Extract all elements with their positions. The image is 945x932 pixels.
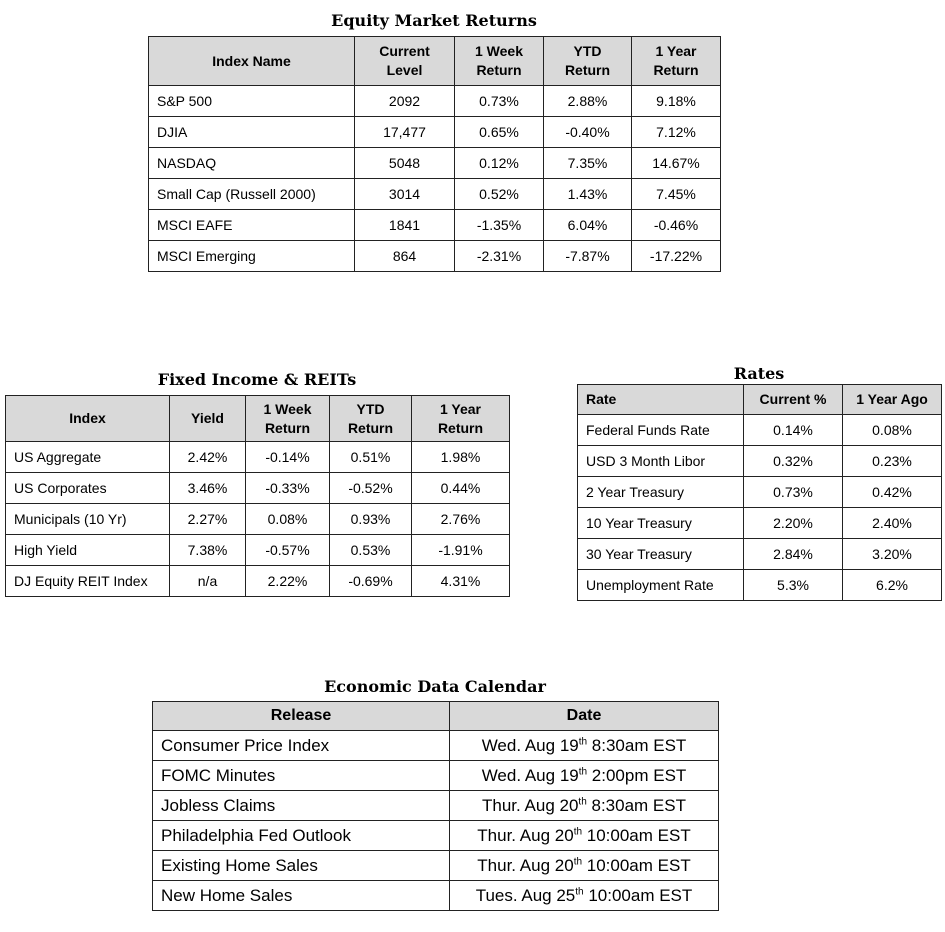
release-date: Wed. Aug 19th 8:30am EST: [450, 731, 719, 761]
ytd-return: 6.04%: [544, 210, 632, 241]
week-return: -2.31%: [455, 241, 544, 272]
week-return: 0.12%: [455, 148, 544, 179]
table-row: [149, 86, 721, 117]
release-date: Thur. Aug 20th 10:00am EST: [450, 851, 719, 881]
ytd-return: -0.52%: [330, 473, 412, 504]
equity-title: Equity Market Returns: [331, 11, 537, 30]
rates-col-current: Current %: [744, 385, 843, 415]
ytd-return: -0.40%: [544, 117, 632, 148]
table-row: [6, 473, 510, 504]
year-return: 14.67%: [632, 148, 721, 179]
current-level: 864: [355, 241, 455, 272]
index-name: NASDAQ: [149, 148, 355, 179]
table-row: [578, 508, 942, 539]
rate-name: 10 Year Treasury: [578, 508, 744, 539]
week-return: -0.57%: [246, 535, 330, 566]
table-row: [149, 210, 721, 241]
current-level: 5048: [355, 148, 455, 179]
rates-table-wrap: [577, 384, 942, 601]
year-ago-rate: 0.42%: [843, 477, 942, 508]
equity-col-level: Current Level: [355, 37, 455, 86]
fixed-col-week: 1 Week Return: [246, 396, 330, 442]
table-row: [578, 446, 942, 477]
ytd-return: 1.43%: [544, 179, 632, 210]
release-date: Wed. Aug 19th 2:00pm EST: [450, 761, 719, 791]
rate-name: USD 3 Month Libor: [578, 446, 744, 477]
table-row: [6, 442, 510, 473]
current-rate: 0.73%: [744, 477, 843, 508]
current-rate: 0.14%: [744, 415, 843, 446]
current-level: 17,477: [355, 117, 455, 148]
current-rate: 2.84%: [744, 539, 843, 570]
rates-col-ago: 1 Year Ago: [843, 385, 942, 415]
current-rate: 0.32%: [744, 446, 843, 477]
fixed-col-ytd: YTD Return: [330, 396, 412, 442]
table-row: [578, 477, 942, 508]
year-return: 7.45%: [632, 179, 721, 210]
week-return: -0.33%: [246, 473, 330, 504]
year-return: -1.91%: [412, 535, 510, 566]
calendar-table: [152, 701, 719, 911]
equity-header-row: [149, 37, 721, 86]
table-row: [6, 566, 510, 597]
year-ago-rate: 0.23%: [843, 446, 942, 477]
table-row: [6, 535, 510, 566]
yield: 2.27%: [170, 504, 246, 535]
current-rate: 5.3%: [744, 570, 843, 601]
table-row: [153, 851, 719, 881]
release-name: Existing Home Sales: [153, 851, 450, 881]
yield: 2.42%: [170, 442, 246, 473]
current-level: 2092: [355, 86, 455, 117]
year-return: 9.18%: [632, 86, 721, 117]
equity-col-ytd: YTD Return: [544, 37, 632, 86]
index-name: US Aggregate: [6, 442, 170, 473]
table-row: [153, 731, 719, 761]
rates-title: Rates: [733, 364, 785, 383]
fixed-col-yield: Yield: [170, 396, 246, 442]
equity-table: [148, 36, 721, 272]
year-ago-rate: 6.2%: [843, 570, 942, 601]
equity-col-year: 1 Year Return: [632, 37, 721, 86]
table-row: [149, 179, 721, 210]
current-level: 3014: [355, 179, 455, 210]
equity-col-week: 1 Week Return: [455, 37, 544, 86]
yield: 3.46%: [170, 473, 246, 504]
ytd-return: 2.88%: [544, 86, 632, 117]
yield: 7.38%: [170, 535, 246, 566]
year-return: 0.44%: [412, 473, 510, 504]
week-return: 0.08%: [246, 504, 330, 535]
index-name: US Corporates: [6, 473, 170, 504]
rate-name: Unemployment Rate: [578, 570, 744, 601]
release-name: Consumer Price Index: [153, 731, 450, 761]
fixed-col-year: 1 Year Return: [412, 396, 510, 442]
index-name: High Yield: [6, 535, 170, 566]
table-row: [153, 761, 719, 791]
equity-table-wrap: [148, 36, 721, 272]
yield: n/a: [170, 566, 246, 597]
ytd-return: 0.53%: [330, 535, 412, 566]
current-level: 1841: [355, 210, 455, 241]
week-return: 0.65%: [455, 117, 544, 148]
year-return: 1.98%: [412, 442, 510, 473]
rate-name: 30 Year Treasury: [578, 539, 744, 570]
release-name: FOMC Minutes: [153, 761, 450, 791]
year-ago-rate: 3.20%: [843, 539, 942, 570]
calendar-header-row: [153, 702, 719, 731]
index-name: S&P 500: [149, 86, 355, 117]
year-return: -17.22%: [632, 241, 721, 272]
year-return: 4.31%: [412, 566, 510, 597]
release-date: Thur. Aug 20th 8:30am EST: [450, 791, 719, 821]
release-name: Philadelphia Fed Outlook: [153, 821, 450, 851]
fixed-title: Fixed Income & REITs: [157, 370, 357, 389]
week-return: 2.22%: [246, 566, 330, 597]
table-row: [578, 415, 942, 446]
current-rate: 2.20%: [744, 508, 843, 539]
release-date: Thur. Aug 20th 10:00am EST: [450, 821, 719, 851]
table-row: [153, 791, 719, 821]
calendar-col-release: Release: [153, 702, 450, 731]
rates-header-row: [578, 385, 942, 415]
ytd-return: 0.93%: [330, 504, 412, 535]
fixed-table-wrap: [5, 395, 510, 597]
ytd-return: -7.87%: [544, 241, 632, 272]
index-name: DJIA: [149, 117, 355, 148]
rates-col-rate: Rate: [578, 385, 744, 415]
ytd-return: 0.51%: [330, 442, 412, 473]
calendar-table-wrap: [152, 701, 719, 911]
ytd-return: 7.35%: [544, 148, 632, 179]
week-return: -0.14%: [246, 442, 330, 473]
week-return: -1.35%: [455, 210, 544, 241]
week-return: 0.52%: [455, 179, 544, 210]
index-name: MSCI EAFE: [149, 210, 355, 241]
rates-table: [577, 384, 942, 601]
release-name: New Home Sales: [153, 881, 450, 911]
ytd-return: -0.69%: [330, 566, 412, 597]
table-row: [149, 241, 721, 272]
index-name: DJ Equity REIT Index: [6, 566, 170, 597]
equity-col-name: Index Name: [149, 37, 355, 86]
calendar-title: Economic Data Calendar: [324, 677, 546, 696]
index-name: MSCI Emerging: [149, 241, 355, 272]
rate-name: Federal Funds Rate: [578, 415, 744, 446]
table-row: [153, 821, 719, 851]
table-row: [6, 504, 510, 535]
year-return: -0.46%: [632, 210, 721, 241]
release-date: Tues. Aug 25th 10:00am EST: [450, 881, 719, 911]
table-row: [149, 148, 721, 179]
year-return: 2.76%: [412, 504, 510, 535]
table-row: [153, 881, 719, 911]
table-row: [578, 570, 942, 601]
index-name: Municipals (10 Yr): [6, 504, 170, 535]
release-name: Jobless Claims: [153, 791, 450, 821]
year-ago-rate: 2.40%: [843, 508, 942, 539]
rate-name: 2 Year Treasury: [578, 477, 744, 508]
fixed-header-row: [6, 396, 510, 442]
week-return: 0.73%: [455, 86, 544, 117]
year-return: 7.12%: [632, 117, 721, 148]
table-row: [149, 117, 721, 148]
index-name: Small Cap (Russell 2000): [149, 179, 355, 210]
table-row: [578, 539, 942, 570]
year-ago-rate: 0.08%: [843, 415, 942, 446]
fixed-income-table: [5, 395, 510, 597]
calendar-col-date: Date: [450, 702, 719, 731]
fixed-col-index: Index: [6, 396, 170, 442]
